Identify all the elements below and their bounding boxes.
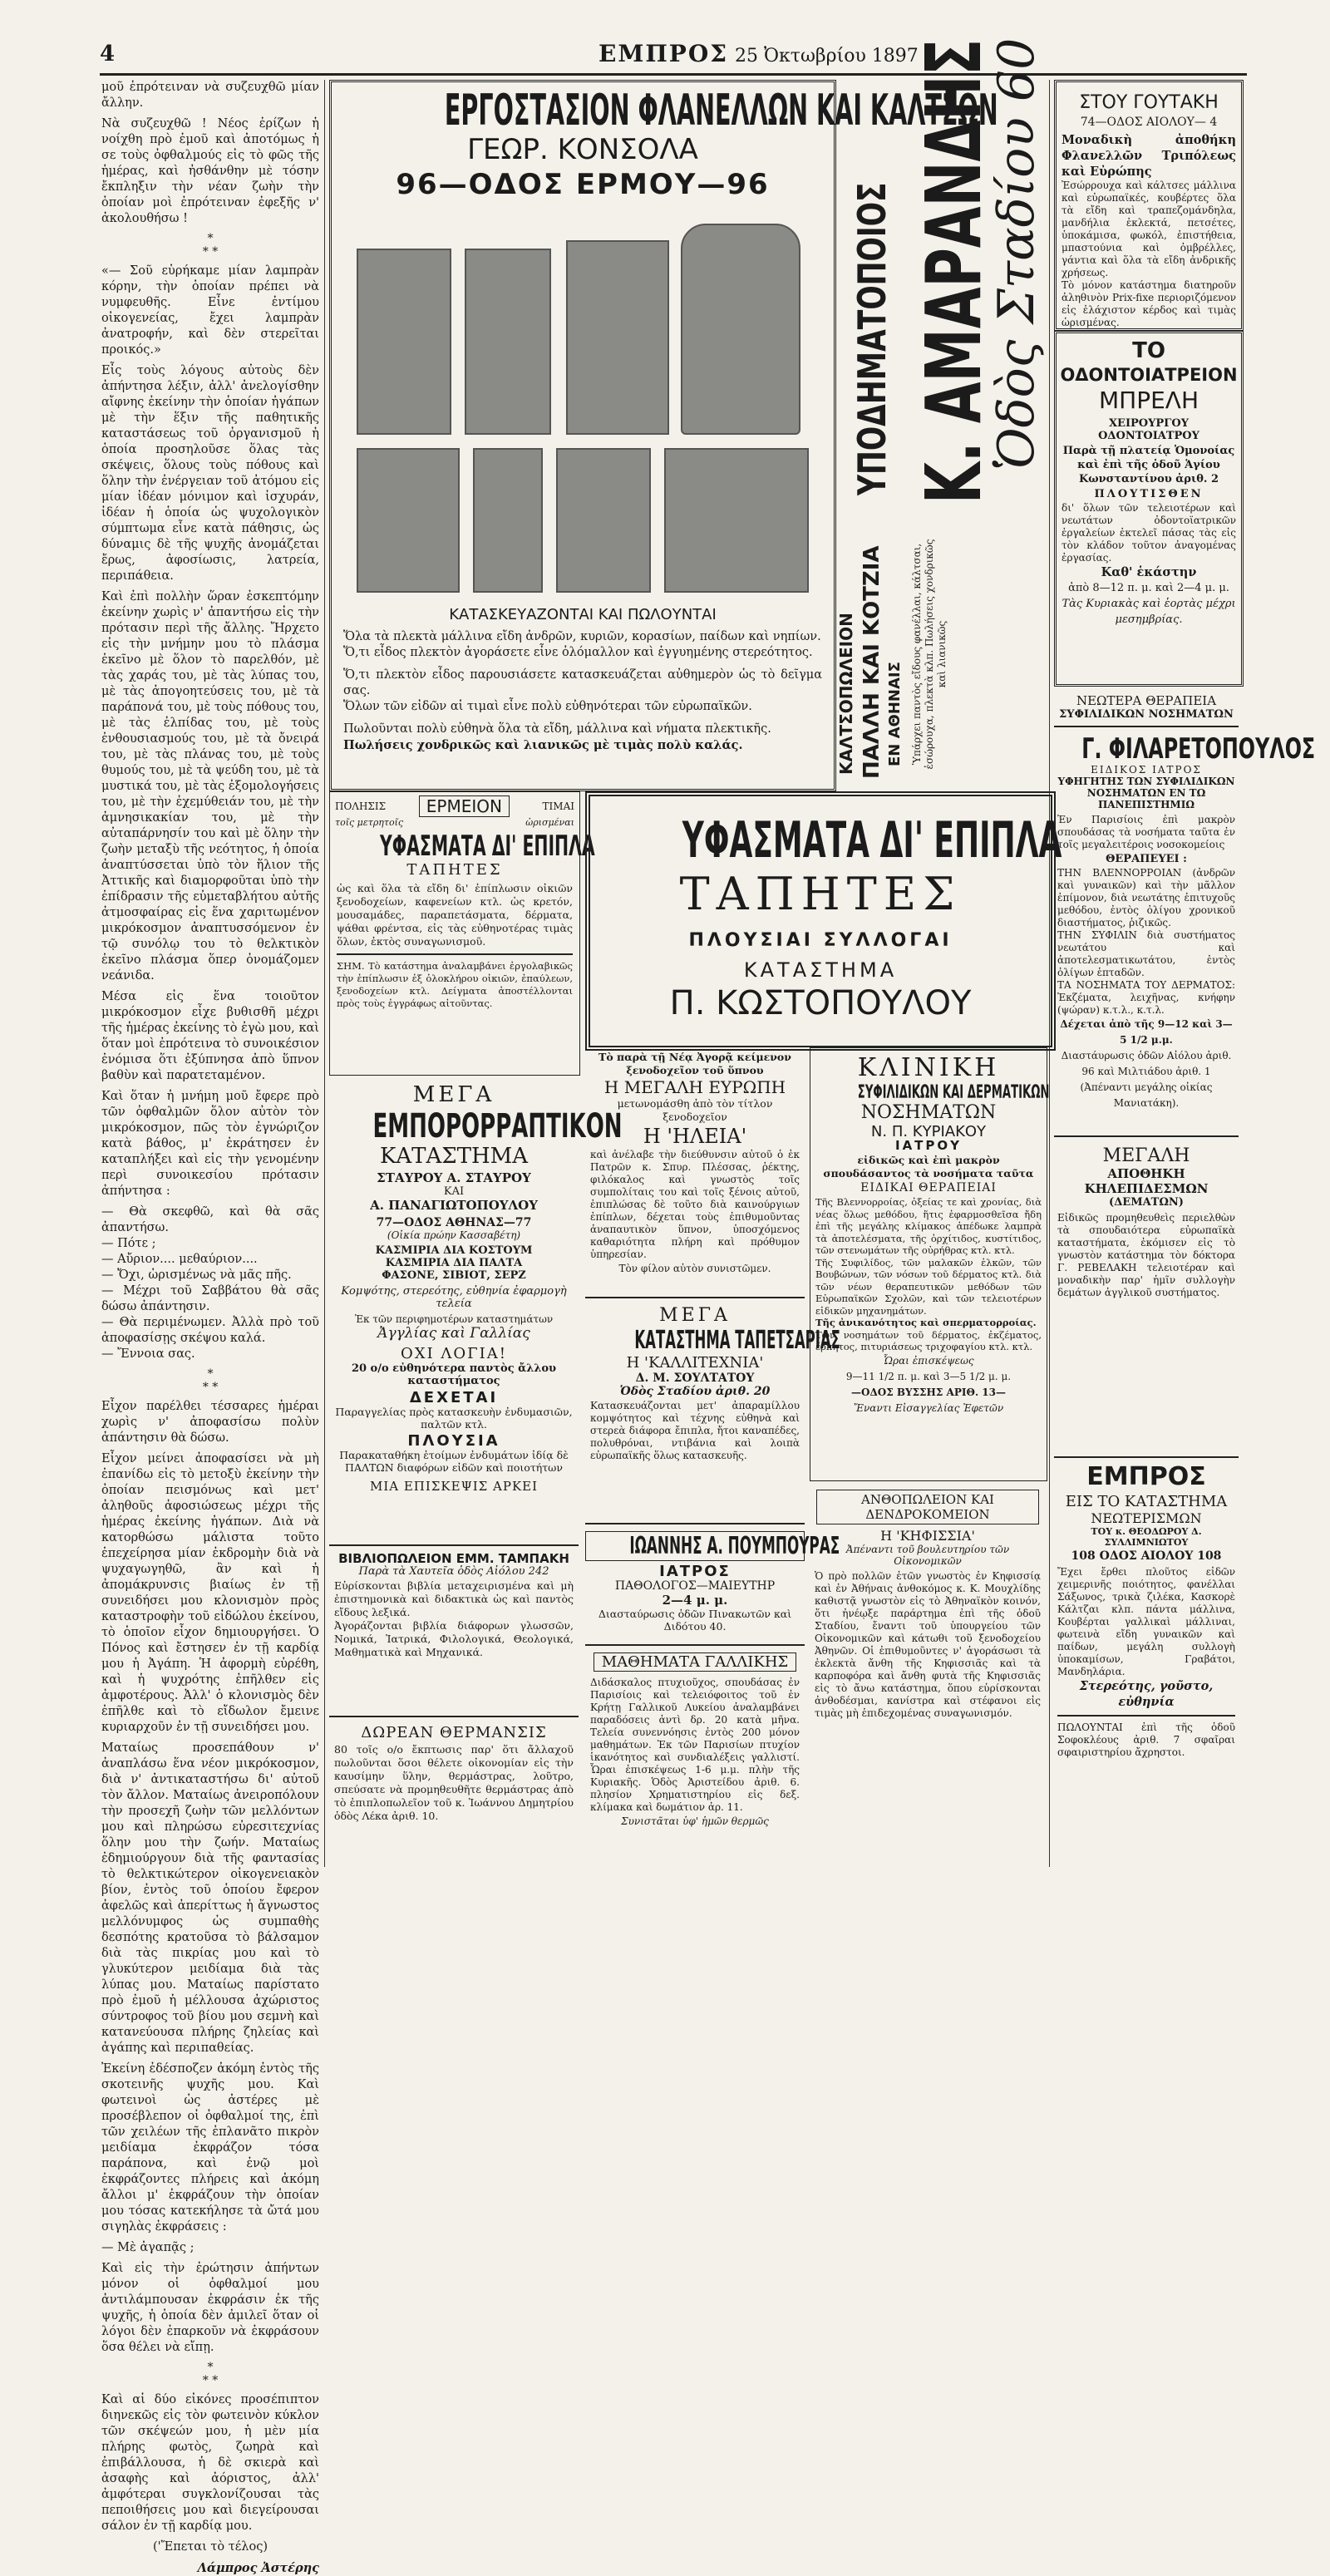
ad-subtitle: Ἀπέναντι τοῦ βουλευτηρίου τῶν Οἰκονομικῶν [845, 1544, 1010, 1567]
ad-address: 74—ΟΔΟΣ ΑΙΟΛΟΥ— 4 [1080, 116, 1218, 129]
sock-illustration [556, 448, 651, 593]
shoemaker-ad [835, 37, 1046, 520]
ad-head: ΜΕΓΑ [412, 1082, 495, 1107]
ad-opposite: (Ἀπέναντι μεγάλης οἰκίας Μανιατάκη). [1080, 1081, 1213, 1109]
ad-name: Η 'ΚΗΦΙΣΣΙΑ' [880, 1528, 975, 1544]
ad-name: Η 'ΚΑΛΛΙΤΕΧΝΙΑ' [626, 1354, 764, 1372]
upholstery-ad [585, 1302, 840, 1524]
ad-profession: ΥΠΟΔΗΜΑΤΟΠΟΙΟΣ [850, 182, 894, 495]
dialogue-line: — Αὔριον.... μεθαύριον.... [101, 1253, 258, 1266]
ad-title: ΕΜΠΡΟΣ [1086, 1462, 1206, 1491]
page-header [100, 40, 1247, 76]
ad-line: Πωλοῦνται πολὺ εὐθηνὰ ὅλα τὰ εἴδη, μάλλινα καὶ νήματα πλεκτικῆς. [343, 722, 771, 736]
paragraph: Ἐκείνη ἐδέσποζεν ἀκόμη ἐντὸς τῆς σκοτεινῆς ψυχῆς μου. Καὶ φωτεινοὶ ὡς ἀστέρες μὲ προσέβλεπον οἱ ὀφθαλμοί της, ἐπὶ τῶν χειλέων τῆς ἐπλανᾶτο πικρὸν μειδίαμα ἐκφράζον τόσα παράπονα, καὶ ἐνῷ μοὶ ἐκφράζοντες πλήρεις καὶ ἀκόμη ἄλλοι μ' ἐκφράζουν τὴν ὁποίαν μου τόσας κατεκήλησε τὰ ὤτά μου σιγηλὰς ἐκφράσεις : [101, 2062, 319, 2234]
ad-hours-label: Ὧραι ἐπισκέψεως [883, 1354, 974, 1367]
ad-subtitle: ΤΑΠΗΤΕΣ [406, 861, 503, 879]
ad-title: ΟΔΟΝΤΟΙΑΤΡΕΙΟΝ [1060, 365, 1238, 385]
paragraph: Εἶς τοὺς λόγους αὐτοὺς δὲν ἀπήντησα λέξιν, ἀλλ' ἀνελογίσθην αἴφνης ἐκείνην τὴν ὁποίαν ἠγάπων μὲ τὴν ἕξιν τῆς παθητικῆς καταστάσεως τοῦ ὀργανισμοῦ ἡ ὁποία προσηλοῦσε ὅλας τὰς σκέψεις, ὅλους τοὺς πόθους καὶ ὅλην τὴν ἐνέργειαν τοῦ ἀτόμου εἰς μίαν ἰδέαν μόνιμον καὶ ἰσχυράν, ἰδέαν ἡ ὁποία ὡς ψυχολογικὸν σύμπτωμα εἶνε κατὰ πάθησις, ὡς δύναμις δὲ τῆς ψυχῆς ἀνομάζεται ἔρως, ἀφοσίωσις, λατρεία, περιπάθεια. [101, 364, 319, 583]
ad-text: 80 τοῖς ο/ο ἔκπτωσις παρ' ὅτι ἄλλαχοῦ πωλοῦνται ὅσοι θέλετε οἰκονομίαν εἰς τὴν καυσίμην ὕλην, θερμάστρας, λοῦτρο, σπεύσατε νὰ προμηθευθῆτε θερμάστρας ἀπὸ τὸ ἐπιπλοπωλεῖον τοῦ κ. Ἰωάννου Δημητρίου ὁδὸς Λέκα ἀριθ. 10. [334, 1743, 574, 1822]
heating-ad [329, 1721, 579, 1867]
french-lessons-ad [585, 1649, 805, 1867]
vest-illustration [465, 249, 551, 435]
ad-line: Παρακαταθήκη ἑτοίμων ἐνδυμάτων ἰδίᾳ δὲ ΠΑΛΤΩΝ διαφόρων εἰδῶν καὶ ποιοτήτων [339, 1449, 569, 1474]
divider [1057, 1715, 1235, 1717]
dialogue-line: — Θὰ περιμένωμεν. Ἀλλὰ πρὸ τοῦ ἀποφασίσῃς σκέψου καλά. [101, 1316, 319, 1345]
ad-line: ΚΑΣΜΙΡΙΑ ΔΙΑ ΠΑΛΤΑ [385, 1257, 523, 1269]
ad-hours: ἀπὸ 8—12 π. μ. καὶ 2—4 μ. μ. [1068, 582, 1229, 594]
jacket-illustration [681, 224, 800, 435]
ad-line: Ὅ,τι εἶδος πλεκτὸν ἀγοράσετε εἶνε ὁλόμαλλον καὶ ἐγγυημένης στερεότητος. [343, 646, 813, 659]
bookshop-ad [329, 1549, 579, 1717]
ad-owner: Π. ΚΩΣΤΟΠΟΥΛΟΥ [669, 984, 972, 1022]
ad-text: καὶ ἀνέλαβε τὴν διεύθυνσιν αὐτοῦ ὁ ἐκ Πατρῶν κ. Σπυρ. Πλέσσας, ῥέκτης, φιλόκαλος καὶ γνωστὸς τοῖς συμπολίταις του καὶ τοῖς ξένοις αὐτοῦ, ἐπιπλώσας δὲ τοῦτο διὰ καινούργιων ἐπίπλων, δέχεται τοὺς ἐπιθυμοῦντας ἀναπαυτικὸν ὕπνον, ὑποσχόμενος καθαριότητα πλήρη καὶ πρόθυμον ὑπηρεσίαν. [590, 1149, 800, 1260]
ad-head: ΑΠΟΘΗΚΗ ΚΗΛΕΠΙΔΕΣΜΩΝ [1084, 1166, 1209, 1196]
ad-name: ΜΠΡΕΛΗ [1099, 387, 1199, 414]
ad-text: Ὑπάρχει παντὸς εἴδους φανέλλαι, κάλτσαι, ἐσώρουχα, πλεκτὰ κλπ. Πωλήσεις χονδρικῶς καὶ λιανικῶς [911, 539, 948, 770]
paragraph: Εἶχον παρέλθει τέσσαρες ἡμέραι χωρὶς ν' ἀποφασίσω πολὺν ἀπάντησιν θὰ δώσω. [101, 1400, 319, 1445]
dialogue-line: — Ἔννοια σας. [101, 1347, 195, 1361]
dialogue-line: — Ὄχι, ὡρισμένως νὰ μᾶς πῆς. [101, 1268, 292, 1282]
ad-name: Η ΜΕΓΑΛΗ ΕΥΡΩΠΗ [603, 1077, 786, 1097]
separator-stars: * * * [202, 232, 219, 259]
divider [337, 953, 573, 955]
ad-specialty: ΠΑΘΟΛΟΓΟΣ—ΜΑΙΕΥΤΗΡ [614, 1579, 776, 1593]
ad-subtitle: Μοναδικὴ ἀποθήκη Φλανελλῶν Τριπόλεως καὶ Εὐρώπης [1062, 133, 1236, 179]
ad-text: ὡς καὶ ὅλα τὰ εἴδη δι' ἐπίπλωσιν οἰκιῶν ξενοδοχείων, καφενείων κτλ. ὡς κρετόν, μουσαμάδες, παραπετάσματα, δέρματα, ψάθαι φρέντσα, εἰς τὰς εὐθηνοτέρας τιμὰς ὅλων, ἐκτὸς συναγωνισμοῦ. [337, 882, 573, 948]
ad-opposite: Ἔναντι Εἰσαγγελίας Ἐφετῶν [853, 1401, 1004, 1414]
ad-shop: ΚΑΛΤΣΟΠΩΛΕΙΟΝ [836, 613, 856, 775]
ad-head: ΜΕΓΑ [659, 1305, 731, 1326]
kostopoulou-fabrics-ad [585, 791, 1062, 1051]
continued-note: ('Ἔπεται τὸ τέλος) [152, 2540, 268, 2554]
ad-role: ΧΕΙΡΟΥΡΓΟΥ ΟΔΟΝΤΟΙΑΤΡΟΥ [1098, 417, 1199, 442]
ad-line: ΟΧΙ ΛΟΓΙΑ! [401, 1345, 507, 1362]
ad-text: Ἀγοράζονται βιβλία διάφορων γλωσσῶν, Νομικά, Ἰατρικά, Φιλολογικά, Θεολογικά, Μαθηματικὰ καὶ Μηχανικά. [334, 1619, 574, 1658]
tailor-store-ad [329, 1079, 623, 1546]
sweater-illustration [357, 249, 451, 435]
ad-address: Διασταύρωσις ὁδῶν Πινακωτῶν καὶ Διδότου 40. [598, 1608, 792, 1633]
ad-label: ΤΙΜΑΙ [542, 800, 574, 812]
dialogue-line: — Μὲ ἀγαπᾷς ; [101, 2241, 195, 2254]
ad-owner: ΓΕΩΡ. ΚΟΝΣΟΛΑ [467, 133, 698, 166]
ad-address: Παρὰ τὰ Χαυτεῖα ὁδὸς Αἰόλου 242 [358, 1565, 549, 1578]
ad-name: Ν. Π. ΚΥΡΙΑΚΟΥ [870, 1123, 987, 1140]
serial-column [101, 80, 319, 2575]
ad-enriched: ΠΛΟΥΤΙΣΘΕΝ [1094, 488, 1204, 500]
ad-text: Τῶν νοσημάτων τοῦ δέρματος, ἐκζέματος, ἕρπητος, πιτυριάσεως τριχοφαγίου κτλ. κτλ. [815, 1328, 1042, 1352]
stocking-illustration [473, 448, 543, 593]
hosiery-ad [835, 525, 1046, 785]
ad-novelties: ΝΕΩΤΕΡΙΣΜΩΝ [1091, 1510, 1202, 1526]
venereal-doctor-ad [1054, 687, 1316, 1137]
ad-heading: ΘΕΡΑΠΕΥΕΙ : [1106, 853, 1187, 865]
ad-text: Ἐν Παρισίοις ἐπὶ μακρὸν σπουδάσας τὰ νοσήματα ταῦτα ἐν τοῖς μεγαλειτέροις νοσοκομείοις [1057, 814, 1235, 850]
ad-subtitle: ΚΑΤΑΣΚΕΥΑΖΟΝΤΑΙ ΚΑΙ ΠΩΛΟΥΝΤΑΙ [449, 606, 717, 623]
ad-text: δι' ὅλων τῶν τελειοτέρων καὶ νεωτάτων ὀδοντοϊατρικῶν ἐργαλείων ἐκτελεῖ πάσας τὰς εἰς τὸν κλάδον τοῦτον ἀναγομένας ἐργασίας. [1062, 502, 1236, 564]
hotel-ad [585, 1047, 805, 1298]
ermeion-fabrics-ad [329, 791, 595, 1076]
paragraph: «— Σοῦ εὑρήκαμε μίαν λαμπρὰν κόρην, τὴν ὁποίαν πρέπει νὰ νυμφευθῆς. Εἶνε ἐντίμου οἰκογενείας, ἔχει λαμπρὰν ἀνατροφήν, καὶ δὲν στερεῖται προικός.» [101, 264, 319, 357]
ad-label: ΠΟΛΗΣΙΣ [335, 800, 387, 812]
ad-hours: 2—4 μ. μ. [662, 1593, 728, 1608]
ad-title: ΜΑΘΗΜΑΤΑ ΓΑΛΛΙΚΗΣ [594, 1652, 796, 1672]
ad-motto: Στερεότης, γοῦστο, εὐθηνία [1079, 1679, 1214, 1709]
florist-ad [810, 1486, 1046, 1867]
ad-text: Εὑρίσκονται βιβλία μεταχειρισμένα καὶ μὴ ἐπιστημονικὰ καὶ διδακτικὰ ὡς καὶ παντὸς εἴδους λεξικά. [334, 1579, 574, 1618]
ad-address: —ΟΔΟΣ ΒΥΣΣΗΣ ΑΡΙΘ. 13— [850, 1386, 1006, 1398]
ad-name: ΙΩΑΝΝΗΣ Α. ΠΟΥΜΠΟΥΡΑΣ [629, 1532, 840, 1559]
ad-label: ὡρισμέναι [525, 817, 574, 828]
ad-heading: ΕΙΔΙΚΑΙ ΘΕΡΑΠΕΙΑΙ [860, 1181, 997, 1194]
ad-owner: Α. ΠΑΝΑΓΙΩΤΟΠΟΥΛΟΥ [370, 1198, 538, 1213]
ad-label: τοῖς μετρητοῖς [335, 817, 404, 828]
ad-name: Γ. ΦΙΛΑΡΕΤΟΠΟΥΛΟΣ [1081, 732, 1316, 766]
novelties-store-ad [1054, 1461, 1239, 1867]
ad-footer: ΠΩΛΟΥΝΤΑΙ ἐπὶ τῆς ὁδοῦ Σοφοκλέους ἀριθ. 7 σφαῖραι σφαιριστηρίου ἄχρηστοι. [1057, 1721, 1235, 1758]
ad-text: ΤΗΝ ΒΛΕΝΝΟΡΡΟΙΑΝ (ἀνδρῶν καὶ γυναικῶν) καὶ τὴν μᾶλλον ἐπίμονον, διὰ νεωτάτης ἐπιτυχοῦς μεθόδου, ἐντὸς ὀλίγου χρονικοῦ διαστήματος, ῥιζικῶς. [1057, 867, 1235, 928]
ad-address: 77—ΟΔΟΣ ΑΘΗΝΑΣ—77 [376, 1216, 532, 1229]
ad-address: Διαστάυρωσις ὁδῶν Αἰόλου ἀριθ. 96 καὶ Μιλτιάδου ἀριθ. 1 [1061, 1050, 1232, 1077]
ad-shop: ΕΡΜΕΙΟΝ [419, 795, 510, 817]
ad-article: ΤΟ [1132, 338, 1165, 363]
divider [1054, 726, 1239, 727]
ad-address: 108 ΟΔΟΣ ΑΙΟΛΟΥ 108 [1071, 1549, 1222, 1563]
ad-owner: ΤΟΥ κ. ΘΕΟΔΩΡΟΥ Δ. ΣΥΛΛΙΜΝΙΩΤΟΥ [1091, 1526, 1202, 1548]
ad-holiday: Τὰς Κυριακὰς καὶ ἑορτὰς μέχρι μεσημβρίας. [1062, 598, 1236, 626]
ad-text: Τὸ παρὰ τῇ Νέᾳ Ἀγορᾷ κείμενον ξενοδοχεῖον τοῦ ὕπνου [598, 1051, 791, 1076]
ad-store: ΚΑΤΑΣΤΗΜΑ [743, 958, 898, 982]
ad-city: ΕΝ ΑΘΗΝΑΙΣ [886, 662, 904, 766]
ad-address: Ὁδὸς Σταδίου ἀριθ. 20 [619, 1385, 771, 1398]
ad-line: ΦΑΣΟΝΕ, ΣΙΒΙΟΤ, ΣΕΡΖ [382, 1269, 526, 1282]
ad-hours: 9—11 1/2 π. μ. καὶ 3—5 1/2 μ. μ. [845, 1370, 1012, 1382]
ad-line: Κομψότης, στερεότης, εὐθηνία ἐφαρμογὴ τελεία [341, 1285, 567, 1310]
ad-title: ΥΦΑΣΜΑΤΑ ΔΙ' ΕΠΙΠΛΑ [380, 830, 595, 863]
ad-text: Τῆς ἀνικανότητος καὶ σπερματορροίας. [815, 1317, 1037, 1328]
dialogue-line: — Μέχρι τοῦ Σαββάτου θὰ σᾶς δώσω ἀπάντησιν. [101, 1284, 319, 1313]
issue-date: 25 Ὀκτωβρίου 1897 [735, 46, 919, 66]
paragraph: Καὶ αἱ δύο εἰκόνες προσέπιπτον διηνεκῶς εἰς τὸν φωτεινὸν κύκλον τῶν σκέψεών μου, ἡ μὲν μία πλήρης φωτὸς, ζωηρὰ καὶ ἐπιβάλλουσα, ἡ δὲ σκιερὰ καὶ ἀσαφὴς καὶ ἀόριστος, ἀλλ' ἀμφότεραι συγκλονίζουσαι τὰς πεποιθήσεις μου καὶ διεγείρουσαι σάλον ἐν τῇ καρδίᾳ μου. [101, 2393, 319, 2533]
dialogue-line: — Θὰ σκεφθῶ, καὶ θὰ σᾶς ἀπαντήσω. [101, 1205, 319, 1234]
ad-text: Τὸν φίλον αὐτὸν συνιστῶμεν. [618, 1263, 771, 1274]
ad-location: Παρὰ τῇ πλατείᾳ Ὁμονοίας καὶ ἐπὶ τῆς ὁδοῦ Ἁγίου Κωνσταντίνου ἀριθ. 2 [1062, 445, 1235, 485]
ad-head: ΜΕΓΑΛΗ [1102, 1145, 1190, 1166]
ad-text: Διδάσκαλος πτυχιοῦχος, σπουδάσας ἐν Παρισίοις καὶ τελειόφοιτος τοῦ ἐν Κρήτῃ Γαλλικοῦ Λυκείου ἀναλαμβάνει παραδόσεις ἀντὶ δρ. 20 κατὰ μῆνα. Τελεία συνεννόησις ἐντὸς 200 μόνον μαθημάτων. Ἐκ τῶν Παρισίων πτυχίον ἱκανότητος καὶ συνδιαλέξεις γαλλιστί. Ὧραι ἐπισκέψεως 1-6 μ.μ. πλὴν τῆς Κυριακῆς. Ὁδὸς Ἀριστείδου ἀριθ. 6. πλησίον Χρηματιστηρίου εἰς δεξ. κλίμακα καὶ δωμάτιον ἀρ. 11. [590, 1677, 800, 1813]
ad-name: ΠΑΛΛΗ ΚΑΙ ΚΟΤΖΙΑ [860, 545, 884, 779]
doctor-ad [585, 1528, 840, 1646]
ad-text: Ὁ πρὸ πολλῶν ἐτῶν γνωστὸς ἐν Κηφισσίᾳ καὶ ἐν Ἀθήναις ἀνθοκόμος κ. Κ. Μουχλίδης καθιστᾷ γνωστὸν εἰς τὸ Ἀθηναϊκὸν κοινόν, ὅτι ἠνέῳξε παράρτημα ἐπὶ τῆς ὁδοῦ Σταδίου, ἔναντι τοῦ ὑπουργείου τῶν Οἰκονομικῶν καὶ κάτωθι τοῦ ξενοδοχείου Ἀθηνῶν. Οἱ ἐπιθυμοῦντες ν' ἀγοράσωσι τὰ ἐκλεκτὰ ἄνθη τῆς Κηφισσιᾶς καὶ τὰ καρποφόρα καὶ ἄνθη φυτὰ τῆς Κηφισσιᾶς εἰς τὸ ἄνω κατάστημα, ὅπου εὑρίσκονται ἀνθοδέσμαι, κανίστρα καὶ στέφανοι εἰς τιμὰς μὴ ἐπιδεχομένας συναγωνισμόν. [815, 1570, 1041, 1719]
ad-subtitle: ΣΥΦΙΛΙΔΙΚΩΝ ΚΑΙ ΔΕΡΜΑΤΙΚΩΝ [857, 1082, 1050, 1103]
masthead-title: ΕΜΠΡΟΣ [598, 40, 729, 67]
ad-line: ΚΑΣΜΙΡΙΑ ΔΙΑ ΚΟΣΤΟΥΜ [375, 1244, 533, 1257]
paragraph: Ματαίως προσεπάθουν ν' ἀναπλάσω ἕνα νέον μικρόκοσμον, διὰ ν' ἀντικαταστήσω δι' αὐτοῦ τὸν ἄλλον. Ματαίως ἀνειροπόλουν τὴν προσεχῆ ζωὴν τῶν μελλόντων μου καὶ πληρώσω εὐρεσιτεχνίας ὅλην μου τὴν ζωήν. Ματαίως ἐδημιούργουν διὰ τῆς φαντασίας τὸ θελκτικώτερον οἰκογενειακὸν βίον, ἐντὸς τοῦ ὁποίου ἔφερον ἀφελῶς καὶ ἀπερίττως ἡ ἄγνωστος μελλόνυμφος ὡς συμπαθὴς δεσπότης κρατοῦσα τὸ βάλσαμον διὰ τὰς πικρίας μου καὶ τὸ γλυκύτερον μειδίαμα διὰ τὰς λύπας μου. Ματαίως παρίστατο πρὸ ἐμοῦ ἡ μέλλουσα ἀχώριστος σύντροφος τοῦ βίου μου σεμνὴ καὶ κατανεύουσα πλήρης ζηλείας καὶ ἀγάπης καὶ περιπαθείας. [101, 1741, 319, 2055]
ad-text: ΤΗΝ ΣΥΦΙΛΙΝ διὰ συστήματος νεωτάτου καὶ ἀποτελεσματικωτάτου, ἐντὸς ὀλίγων ἑπταδῶν. [1057, 929, 1235, 978]
ad-line: ΠΛΟΥΣΙΑ [407, 1432, 500, 1450]
paragraph: Εἶχον μείνει ἀποφασίσει νὰ μὴ ἐπανίδω εἰς τὸ μετοξὺ ἐκείνην τὴν ὁποίαν πεισμόνως καὶ μετ' ἀληθοῦς ἀφοσιώσεως μέχρι τῆς ἡμέρας ἐκείνης ἠγάπων. Διὰ νὰ κατορθώσω μάλιστα τοῦτο ἐπεχείρησα μίαν ἐκδρομὴν διὰ νὰ ψυχαγωγηθῶ, ἂν καὶ ἡ ἀπομάκρυνσις βιαίως ἐν τῇ συνειδήσει μου κλονισμὸν πρὸς καταστροφὴν τοῦ εἰδώλου ἐκείνου, τὸ ὁποῖον εἶχον δημιουργήσει. Ὁ Πόνος καὶ ἔστησεν ἐν τῇ καρδίᾳ μου ἡ Ἀγάπη. Ἡ ἀφορμὴ εὑρέθη, καὶ ἡ ψυχρότης ἐπῆλθεν εἰς ἀμφοτέρους. Ἀλλ' ὁ κλονισμὸς δὲν ἐπῆλθε καὶ τὸ εἴδωλον ἔμεινε κυριαρχοῦν ἐν τῇ συνειδήσει μου. [101, 1452, 319, 1734]
ad-owner: ΣΤΑΥΡΟΥ Α. ΣΤΑΥΡΟΥ [377, 1170, 531, 1185]
ad-name: Η 'ΗΛΕΙΑ' [643, 1125, 747, 1148]
ad-subtitle: ΝΟΣΗΜΑΤΩΝ [860, 1102, 997, 1123]
goutaki-store-ad [1054, 80, 1244, 331]
column-rule [324, 80, 325, 1867]
ad-title: ΔΩΡΕΑΝ ΘΕΡΜΑΝΣΙΣ [361, 1724, 547, 1741]
ad-title: ΚΑΤΑΣΤΗΜΑ ΤΑΠΕΤΣΑΡΙΑΣ [634, 1326, 840, 1355]
ad-hours: Δέχεται ἀπὸ τῆς 9—12 καὶ 3—5 1/2 μ.μ. [1060, 1018, 1233, 1046]
bandage-store-ad [1054, 1140, 1239, 1458]
ad-owner: Δ. Μ. ΣΟΥΛΤΑΤΟΥ [635, 1372, 755, 1385]
ad-name: Κ. ΑΜΑΡΑΝΔΗΣ [909, 38, 998, 505]
dialogue-line: — Πότε ; [101, 1237, 156, 1250]
ad-text: ΤΑ ΝΟΣΗΜΑΤΑ ΤΟΥ ΔΕΡΜΑΤΟΣ: Ἐκζέματα, λειχῆνας, κνήφην (ψώραν) κ.τ.λ., κ.τ.λ. [1057, 979, 1235, 1016]
ad-line: ΜΙΑ ΕΠΙΣΚΕΨΙΣ ΑΡΚΕΙ [369, 1479, 539, 1494]
ad-note: ΣΗΜ. Τὸ κατάστημα ἀναλαμβάνει ἐργολαβικῶς τὴν ἐπίπλωσιν ἐξ ὁλοκλήρου οἰκιῶν, ἐπαύλεων, ξενοδοχείων κτλ. Δείγματα ἀποστέλλονται πρὸς τοὺς ἐγγράφως αἰτοῦντας. [337, 960, 573, 1009]
ad-line: Ὅλα τὰ πλεκτὰ μάλλινα εἴδη ἀνδρῶν, κυριῶν, κορασίων, παίδων καὶ νηπίων. [343, 630, 821, 643]
separator-stars: * * * [202, 2361, 219, 2387]
ad-title: ΕΡΓΟΣΤΑΣΙΟΝ ΦΛΑΝΕΛΛΩΝ ΚΑΙ ΚΑΛΤΣΩΝ [444, 86, 998, 135]
ad-head: ΝΕΩΤΕΡΑ ΘΕΡΑΠΕΙΑ [1076, 693, 1217, 708]
ad-text: Κατασκευάζονται μετ' ἀπαραμίλλου κομψότητος καὶ τέχνης εὐθηνὰ καὶ στερεὰ διάφορα ἔπιπλα, ἤτοι καναπέδες, πολυθρόναι, ντιβάνια καὶ λοιπὰ εὐρωπαϊκῆς ὅλως κατασκευῆς. [590, 1400, 800, 1461]
ad-text: Ἐσώρρουχα καὶ κάλτσες μάλλινα καὶ εὐρωπαϊκές, κουβέρτες ὅλα τὰ εἴδη καὶ τραπεζομάνδηλα, μανδήλια ἐκλεκτά, πετσέτες, ὑποκάμισα, φωκόλ, ἐπιστήθεια, μπαστούνια καὶ ὀμβρέλλες, γάντια καὶ ὅλα τὰ εἴδη ἀνδρικῆς χρήσεως. [1062, 180, 1236, 278]
ad-line: ΔΕΧΕΤΑΙ [409, 1389, 499, 1406]
paragraph: Μέσα εἰς ἕνα τοιοῦτον μικρόκοσμον εἶχε βυθισθῆ μέχρι τῆς ἡμέρας ἐκείνης τὸ ἐγὼ μου, καὶ ὅταν μοὶ ἐπρότεινα τὸ συνοικέσιον ἐνόμισα ὅτι ἐξύπνησα ἀπὸ ὕπνον βαθὺν καὶ παρατεταμένον. [101, 990, 319, 1082]
page-number: 4 [100, 42, 116, 66]
masthead [598, 40, 919, 67]
ad-hours-label: Καθ' ἑκάστην [1101, 565, 1197, 579]
ad-title: ΒΙΒΛΙΟΠΩΛΕΙΟΝ ΕΜΜ. ΤΑΜΠΑΚΗ [338, 1551, 569, 1566]
ad-footer: Συνιστᾶται ὑφ' ἡμῶν θερμῶς [621, 1815, 769, 1827]
ad-line: Ὅλων τῶν εἰδῶν αἱ τιμαὶ εἶνε πολὺ εὐθηνότεραι τῶν εὐρωπαϊκῶν. [343, 700, 752, 713]
ad-store: ΚΑΤΑΣΤΗΜΑ [379, 1144, 529, 1169]
drawers-illustration [357, 448, 460, 593]
ad-and: ΚΑΙ [443, 1185, 465, 1198]
ad-role: ΕΙΔΙΚΟΣ ΙΑΤΡΟΣ [1091, 764, 1202, 776]
undershirt-illustration [664, 448, 809, 593]
ad-street: Ὁδὸς Σταδίου 60 [988, 37, 1046, 470]
ad-address-note: (Οἰκία πρώην Κασσαβέτη) [387, 1229, 521, 1241]
ad-title: ΑΝΘΟΠΩΛΕΙΟΝ ΚΑΙ ΔΕΝΔΡΟΚΟΜΕΙΟΝ [816, 1490, 1039, 1524]
ad-line: Παραγγελίας πρὸς κατασκευὴν ἐνδυμασιῶν, παλτῶν κτλ. [335, 1406, 573, 1431]
ad-title: ΕΜΠΟΡΟΡΡΑΠΤΙΚΟΝ [372, 1107, 623, 1145]
ad-text: μετωνομάσθη ἀπὸ τὸν τίτλον ξενοδοχεῖον [617, 1097, 773, 1123]
garments-illustration [348, 207, 817, 598]
ad-text: Τῆς Συφιλίδος, τῶν μαλακῶν ἑλκῶν, τῶν Βουβώνων, τῶν νόσων τοῦ δέρματος κτλ. διὰ τῶν νέων θεραπευτικῶν μεθόδων τῶν Εὐρωπαϊκῶν Σχολῶν, καὶ τῶν τελειοτέρων εἰδικῶν μηχανημάτων. [815, 1256, 1042, 1317]
ad-text: εἰδικῶς καὶ ἐπὶ μακρὸν σπουδάσαντος τὰ νοσήματα ταῦτα [823, 1154, 1034, 1180]
ad-subtitle: ΤΑΠΗΤΕΣ [679, 868, 962, 920]
ad-line: Πωλήσεις χονδρικῶς καὶ λιανικῶς μὲ τιμὰς πολὺ καλάς. [343, 738, 743, 752]
ad-footer: Τὸ μόνον κατάστημα διατηροῦν ἀληθινὸν Prix-fixe περιοριζόμενον εἰς ἐλάχιστον κέρδος καὶ τιμὰς ὡρισμένας. [1062, 279, 1236, 328]
paragraph: μοῦ ἐπρότειναν νὰ συζευχθῶ μίαν ἄλλην. [101, 81, 319, 110]
paragraph: Καὶ ἐπὶ πολλὴν ὥραν ἐσκεπτόμην ἐκείνην χωρὶς ν' ἀπαντήσω εἰς τὴν πρότασιν περὶ τῆς ἄλλης. Ἤρχετο εἰς τὴν μνήμην μου τὸ πλάσμα ἐκεῖνο μὲ ὅλον τὸ παρελθόν, μὲ τὰς χαράς του, μὲ τὰς λύπας του, μὲ τὰς ἀπογοητεύσεις του, μὲ τὰ παράπονά του, μὲ τοὺς πόθους του, μὲ τὰς ἐλπίδας του, μὲ τοὺς ἐνθουσιασμούς του, μὲ τὰ ὄνειρά του, μὲ τὰς πλάνας του, μὲ τοὺς θυμούς του, μὲ τὰ ψεύδη του, μὲ τὰ μυστικά του, μὲ τὰς ἐξομολογήσεις του, μὲ τὴν ἐχεμύθειάν του, μὲ τὴν ἀμνησικακίαν του, μὲ τὴν αὐταπάρνησίν του καὶ μὲ ὅλην τὴν ζωὴν μεταξὺ τῆς νεότητος, ἡ ὁποία ἀναπτύσσεται ὑπὸ τὸν ἥλιον τῆς Ἀττικῆς καὶ διαμορφοῦται ὑπὸ τὴν ἐπίδρασιν τῆς εὐμεταβλήτου αὐτῆς ἀτμοσφαίρας εἰς ἕνα χαριτωμένον μικρόκοσμον ἀναπτυσσόμενον ἐν τῷ συνόλῳ του τὸ θελκτικὸν ἐκεῖνο πλάσμα ὅπερ ὀνομάζομεν νεάνιδα. [101, 590, 319, 983]
ad-title: ΥΦΑΣΜΑΤΑ ΔΙ' ΕΠΙΠΛΑ [682, 811, 1062, 869]
ad-title: ΣΤΟΥ ΓΟΥΤΑΚΗ [1079, 92, 1219, 113]
venereal-clinic-ad [810, 1047, 1050, 1481]
ad-subtitle: ΥΦΗΓΗΤΗΣ ΤΩΝ ΣΥΦΙΛΙΔΙΚΩΝ ΝΟΣΗΜΑΤΩΝ ΕΝ ΤΩ ΠΑΝΕΠΙΣΤΗΜΙΩ [1057, 776, 1235, 810]
author-signature: Λάμπρος Ἀστέρης [197, 2561, 319, 2575]
paragraph: Νὰ συζευχθῶ ! Νέος ἐρίζων ἡ νοίχθη πρὸ ἐμοῦ καὶ ἀποτόμως ἡ σε τοὺς ὀφθαλμούς εἰς τὸ φῶς τῆς ἡμέρας, καὶ ἠσθάνθην μὲ τόσην ἔκπληξιν τὴν νέαν ζωὴν τὴν ὁποίαν μοὶ ἐπρότειναν ἐφεξῆς ν' ἀκολουθήσω ! [101, 117, 319, 225]
paragraph: Καὶ ὅταν ἡ μνήμη μοῦ ἔφερε πρὸ τῶν ὀφθαλμῶν ὅλον αὐτὸν τὸν μικρόκοσμον, πῶς τὸν ἐγνώριζον κατὰ βάθος, μ' ἐκράτησεν ἐν καταπλήξει καὶ εἰς τὴν γενομένην περὶ συνοικεσίου πρότασιν ἀπήντησα : [101, 1090, 319, 1198]
ad-tagline: ΠΛΟΥΣΙΑΙ ΣΥΛΛΟΓΑΙ [688, 930, 953, 951]
ad-role: ΙΑΤΡΟΥ [894, 1138, 963, 1153]
ad-title: ΙΑΤΡΟΣ [659, 1563, 731, 1580]
separator-stars: * * * [202, 1367, 219, 1394]
ad-line: Ἀγγλίας καὶ Γαλλίας [377, 1325, 530, 1342]
dental-clinic-ad [1054, 331, 1244, 687]
ad-head: (ΔΕΜΑΤΩΝ) [1109, 1196, 1184, 1209]
ad-line: Ἐκ τῶν περιφημοτέρων καταστημάτων [354, 1313, 554, 1325]
ad-text: Εἰδικῶς προμηθευθεὶς περιελθὼν τὰ σπουδαιότερα εὐρωπαϊκὰ καταστήματα, ἐκόμισεν εἰς τὸ γνωστὸν κατάστημα τὸν δόκτορα Γ. ΡΕΒΕΛΑΚΗ τελειοτέραν καὶ μοναδικὴν παρ' ἡμῖν συλλογὴν δεμάτων ἀγγλικοῦ συστήματος. [1057, 1212, 1235, 1298]
ad-line: Ὅ,τι πλεκτὸν εἶδος παρουσιάσετε κατασκευάζεται αὐθημερὸν ὡς τὸ δεῖγμα σας. [343, 668, 822, 697]
ad-text: Ἔχει ἔρθει πλοῦτος εἰδῶν χειμερινῆς ποιότητος, φανέλλαι Σάξωνος, τρικὰ ζιλέκα, Κασκορὲ Κάλτζαι κλπ. πάντα μάλλινα, Κουβέρται γαλλικαὶ μάλλιναι, φωτεινὰ εἴδη γυναικῶν καὶ παίδων, μεγάλη συλλογὴ ὑποκαμίσων, Γραβάτοι, Μανδηλάρια. [1057, 1566, 1235, 1677]
ad-subtitle: ΕΙΣ ΤΟ ΚΑΤΑΣΤΗΜΑ [1065, 1493, 1228, 1510]
ad-line: 20 ο/ο εὐθηνότερα παντὸς ἄλλου καταστήματος [351, 1362, 557, 1387]
ad-address: 96—ΟΔΟΣ ΕΡΜΟΥ—96 [396, 168, 770, 201]
ad-head: ΣΥΦΙΛΙΔΙΚΩΝ ΝΟΣΗΜΑΤΩΝ [1059, 708, 1234, 721]
shirt-illustration [566, 240, 669, 435]
ad-title: ΚΛΙΝΙΚΗ [857, 1053, 1000, 1082]
ad-text: Τῆς Βλεννορροίας, ὀξείας τε καὶ χρονίας, διὰ νέας ὅλως μεθόδου, ἥτις ἐφαρμοσθεῖσα ἤδη ἐπὶ τῆς μεγάλης κλίμακος ἀπέδωκε λαμπρὰ τὰ ἀποτελέσματα, τῆς ὀρχίτιδος, κυστίτιδος, τῶν στενωμάτων τῆς οὐρήθρας κτλ. κτλ. [815, 1196, 1042, 1256]
paragraph: Καὶ εἰς τὴν ἐρώτησιν ἀπήντων μόνον οἱ ὀφθαλμοί μου ἀντιλάμπουσαν ἐκφράσιν ἐκ τῆς ψυχῆς, ἡ ὁποία δὲν ἀμιλεῖ ὅταν οἱ λόγοι δὲν ἐπαρκοῦν νὰ ἐκφράσουν ὅσα θέλει νὰ εἴπῃ. [101, 2262, 319, 2354]
